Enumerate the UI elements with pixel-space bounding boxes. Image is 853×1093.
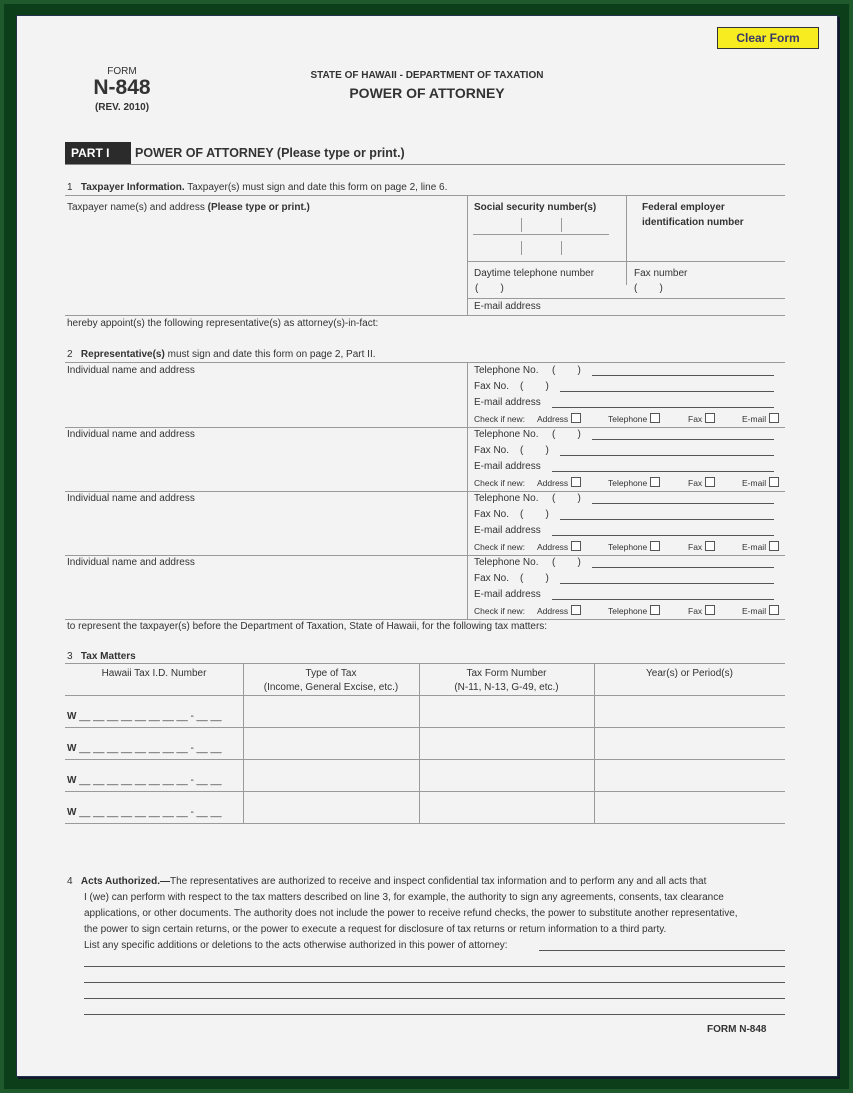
rep-fax-label: Fax No. xyxy=(474,445,510,456)
rep-check-fax[interactable]: Fax xyxy=(688,413,715,424)
rep-telephone-label: Telephone No. xyxy=(474,365,539,376)
tax-id-field[interactable]: W __ __ __ __ __ __ __ __ - __ __ xyxy=(67,743,222,754)
daytime-phone-field[interactable]: ( ) xyxy=(475,283,504,294)
rep-telephone-parens: ( ) xyxy=(552,429,581,440)
tax-period-field[interactable] xyxy=(596,762,783,790)
taxpayer-email-field[interactable] xyxy=(474,301,774,313)
rep-name-field[interactable] xyxy=(65,505,465,553)
rep-telephone-label: Telephone No. xyxy=(474,429,539,440)
rep-telephone-parens: ( ) xyxy=(552,493,581,504)
page-title: POWER OF ATTORNEY xyxy=(349,85,505,101)
tax-type-field[interactable] xyxy=(245,730,417,758)
rep-check-email[interactable]: E-mail xyxy=(742,541,779,552)
acts-line-1[interactable] xyxy=(539,950,785,951)
fein-label-line2: identification number xyxy=(642,217,744,228)
rep-check-if-new-label: Check if new: xyxy=(474,606,526,616)
section-number: 2 xyxy=(67,349,73,360)
tax-form-number-field[interactable] xyxy=(421,794,592,822)
rep-email-label: E-mail address xyxy=(474,525,541,536)
rep-check-fax[interactable]: Fax xyxy=(688,605,715,616)
rep-check-telephone[interactable]: Telephone xyxy=(608,605,660,616)
rep-email-field[interactable] xyxy=(552,599,774,600)
tax-type-field[interactable] xyxy=(245,762,417,790)
rep-email-field[interactable] xyxy=(552,535,774,536)
rep-email-field[interactable] xyxy=(552,407,774,408)
section2-heading xyxy=(67,349,376,361)
rep-check-if-new-label: Check if new: xyxy=(474,414,526,424)
checkbox-icon[interactable] xyxy=(769,605,779,615)
rep-check-telephone[interactable]: Telephone xyxy=(608,477,660,488)
rep-fax-field[interactable] xyxy=(560,583,774,584)
col-tax-type-header: Type of Tax xyxy=(305,668,357,679)
rep-telephone-parens: ( ) xyxy=(552,365,581,376)
form-number: N-848 xyxy=(93,76,151,99)
section-number: 3 xyxy=(67,651,73,662)
rep-check-if-new-label: Check if new: xyxy=(474,478,526,488)
form-revision: (REV. 2010) xyxy=(94,102,150,113)
rep-name-field[interactable] xyxy=(65,441,465,489)
col-tax-type-subheader: (Income, General Excise, etc.) xyxy=(263,682,399,693)
rep-fax-parens: ( ) xyxy=(520,381,549,392)
tax-period-field[interactable] xyxy=(596,794,783,822)
ssn-label: Social security number(s) xyxy=(474,202,597,213)
rep-check-email[interactable]: E-mail xyxy=(742,413,779,424)
rep-email-label: E-mail address xyxy=(474,397,541,408)
section3-heading xyxy=(67,651,136,663)
rep-check-address[interactable]: Address xyxy=(537,477,581,488)
section4-line4: the power to sign certain returns, or the power to execute a request for disclosure of tax returns or return information to a third party. xyxy=(84,924,667,935)
rep-check-fax[interactable]: Fax xyxy=(688,541,715,552)
rep-fax-parens: ( ) xyxy=(520,445,549,456)
rep-check-address[interactable]: Address xyxy=(537,413,581,424)
section-number: 1 xyxy=(67,182,73,193)
section-title: Acts Authorized.— xyxy=(80,876,170,887)
rep-name-field[interactable] xyxy=(65,377,465,425)
acts-line-5[interactable] xyxy=(84,1014,785,1015)
tax-id-field[interactable]: W __ __ __ __ __ __ __ __ - __ __ xyxy=(67,775,222,786)
checkbox-icon[interactable] xyxy=(705,605,715,615)
fax-number-field[interactable]: ( ) xyxy=(634,283,663,294)
checkbox-icon[interactable] xyxy=(571,477,581,487)
section4-line2: I (we) can perform with respect to the tax matters described on line 3, for example, the authority to sign any agreements, consents, tax clearance xyxy=(84,892,724,903)
section-instruction: must sign and date this form on page 2, Part II. xyxy=(167,349,376,360)
tax-id-field[interactable]: W __ __ __ __ __ __ __ __ - __ __ xyxy=(67,711,222,722)
rep-name-label: Individual name and address xyxy=(67,429,195,440)
rep-check-address[interactable]: Address xyxy=(537,541,581,552)
fax-number-label: Fax number xyxy=(634,268,688,279)
rep-telephone-field[interactable] xyxy=(592,375,774,376)
rep-fax-field[interactable] xyxy=(560,455,774,456)
rep-email-field[interactable] xyxy=(552,471,774,472)
appoint-text: hereby appoint(s) the following representative(s) as attorney(s)-in-fact: xyxy=(67,318,379,329)
rep-fax-parens: ( ) xyxy=(520,573,549,584)
rep-name-label: Individual name and address xyxy=(67,365,195,376)
checkbox-icon[interactable] xyxy=(650,413,660,423)
checkbox-icon[interactable] xyxy=(705,413,715,423)
rep-check-address[interactable]: Address xyxy=(537,605,581,616)
col-tax-id-header: Hawaii Tax I.D. Number xyxy=(101,668,207,679)
section4-line3: applications, or other documents. The authority does not include the power to receive refund checks, the power to substitute another representative, xyxy=(84,908,738,919)
rep-fax-label: Fax No. xyxy=(474,509,510,520)
acts-line-2[interactable] xyxy=(84,966,785,967)
checkbox-icon[interactable] xyxy=(705,477,715,487)
section-number: 4 xyxy=(67,876,73,887)
rep-check-if-new-label: Check if new: xyxy=(474,542,526,552)
rep-fax-field[interactable] xyxy=(560,519,774,520)
checkbox-icon[interactable] xyxy=(571,541,581,551)
represent-text: to represent the taxpayer(s) before the Department of Taxation, State of Hawaii, for the following tax matters: xyxy=(67,621,548,632)
taxpayer-name-field[interactable] xyxy=(65,214,465,314)
col-form-number-subheader: (N-11, N-13, G-49, etc.) xyxy=(454,682,559,693)
clear-form-button[interactable]: Clear Form xyxy=(717,27,819,49)
checkbox-icon[interactable] xyxy=(571,605,581,615)
fein-field[interactable] xyxy=(629,230,784,260)
rep-telephone-field[interactable] xyxy=(592,503,774,504)
checkbox-icon[interactable] xyxy=(571,413,581,423)
rep-email-label: E-mail address xyxy=(474,589,541,600)
checkbox-icon[interactable] xyxy=(650,477,660,487)
section-title: Tax Matters xyxy=(80,651,136,662)
section4-line1: 4 Acts Authorized.—The representatives are authorized to receive and inspect confidential tax information and to perform any and all acts that xyxy=(67,876,707,887)
tax-form-number-field[interactable] xyxy=(421,698,592,726)
rep-check-email[interactable]: E-mail xyxy=(742,605,779,616)
tax-period-field[interactable] xyxy=(596,698,783,726)
part-title: POWER OF ATTORNEY (Please type or print.) xyxy=(135,146,405,160)
rep-telephone-field[interactable] xyxy=(592,567,774,568)
rep-check-telephone[interactable]: Telephone xyxy=(608,541,660,552)
rep-fax-parens: ( ) xyxy=(520,509,549,520)
checkbox-icon[interactable] xyxy=(769,477,779,487)
checkbox-icon[interactable] xyxy=(769,541,779,551)
section-instruction: Taxpayer(s) must sign and date this form on page 2, line 6. xyxy=(187,182,448,193)
rep-fax-label: Fax No. xyxy=(474,381,510,392)
rep-name-label: Individual name and address xyxy=(67,557,195,568)
fein-label-line1: Federal employer xyxy=(642,202,725,213)
form-label: FORM xyxy=(107,66,137,77)
col-period-header: Year(s) or Period(s) xyxy=(646,668,733,679)
tax-period-field[interactable] xyxy=(596,730,783,758)
footer-form-number: FORM N-848 xyxy=(707,1024,767,1035)
rep-check-email[interactable]: E-mail xyxy=(742,477,779,488)
col-form-number-header: Tax Form Number xyxy=(466,668,547,679)
tax-form-number-field[interactable] xyxy=(421,762,592,790)
taxpayer-name-label: Taxpayer name(s) and address (Please type or print.) xyxy=(67,202,310,213)
checkbox-icon[interactable] xyxy=(650,541,660,551)
checkbox-icon[interactable] xyxy=(650,605,660,615)
rep-telephone-label: Telephone No. xyxy=(474,557,539,568)
rep-email-label: E-mail address xyxy=(474,461,541,472)
rep-telephone-field[interactable] xyxy=(592,439,774,440)
section4-line5: List any specific additions or deletions to the acts otherwise authorized in this power of attorney: xyxy=(84,940,508,951)
rep-name-field[interactable] xyxy=(65,569,465,617)
acts-line-4[interactable] xyxy=(84,998,785,999)
checkbox-icon[interactable] xyxy=(769,413,779,423)
email-label: E-mail address xyxy=(474,301,541,312)
tax-type-field[interactable] xyxy=(245,794,417,822)
tax-form-number-field[interactable] xyxy=(421,730,592,758)
agency-name: STATE OF HAWAII - DEPARTMENT OF TAXATION xyxy=(310,70,544,81)
tax-type-field[interactable] xyxy=(245,698,417,726)
daytime-phone-label: Daytime telephone number xyxy=(474,268,595,279)
rep-telephone-label: Telephone No. xyxy=(474,493,539,504)
section1-heading xyxy=(67,182,447,194)
rep-check-telephone[interactable]: Telephone xyxy=(608,413,660,424)
tax-id-field[interactable]: W __ __ __ __ __ __ __ __ - __ __ xyxy=(67,807,222,818)
form-page xyxy=(16,15,838,1077)
rep-check-fax[interactable]: Fax xyxy=(688,477,715,488)
checkbox-icon[interactable] xyxy=(705,541,715,551)
rep-telephone-parens: ( ) xyxy=(552,557,581,568)
acts-line-3[interactable] xyxy=(84,982,785,983)
ssn-field[interactable] xyxy=(473,215,609,255)
rep-fax-label: Fax No. xyxy=(474,573,510,584)
part-tag: PART I xyxy=(65,142,131,164)
rep-fax-field[interactable] xyxy=(560,391,774,392)
section-title: Representative(s) xyxy=(80,349,165,360)
section-title: Taxpayer Information. xyxy=(80,182,185,193)
rep-name-label: Individual name and address xyxy=(67,493,195,504)
